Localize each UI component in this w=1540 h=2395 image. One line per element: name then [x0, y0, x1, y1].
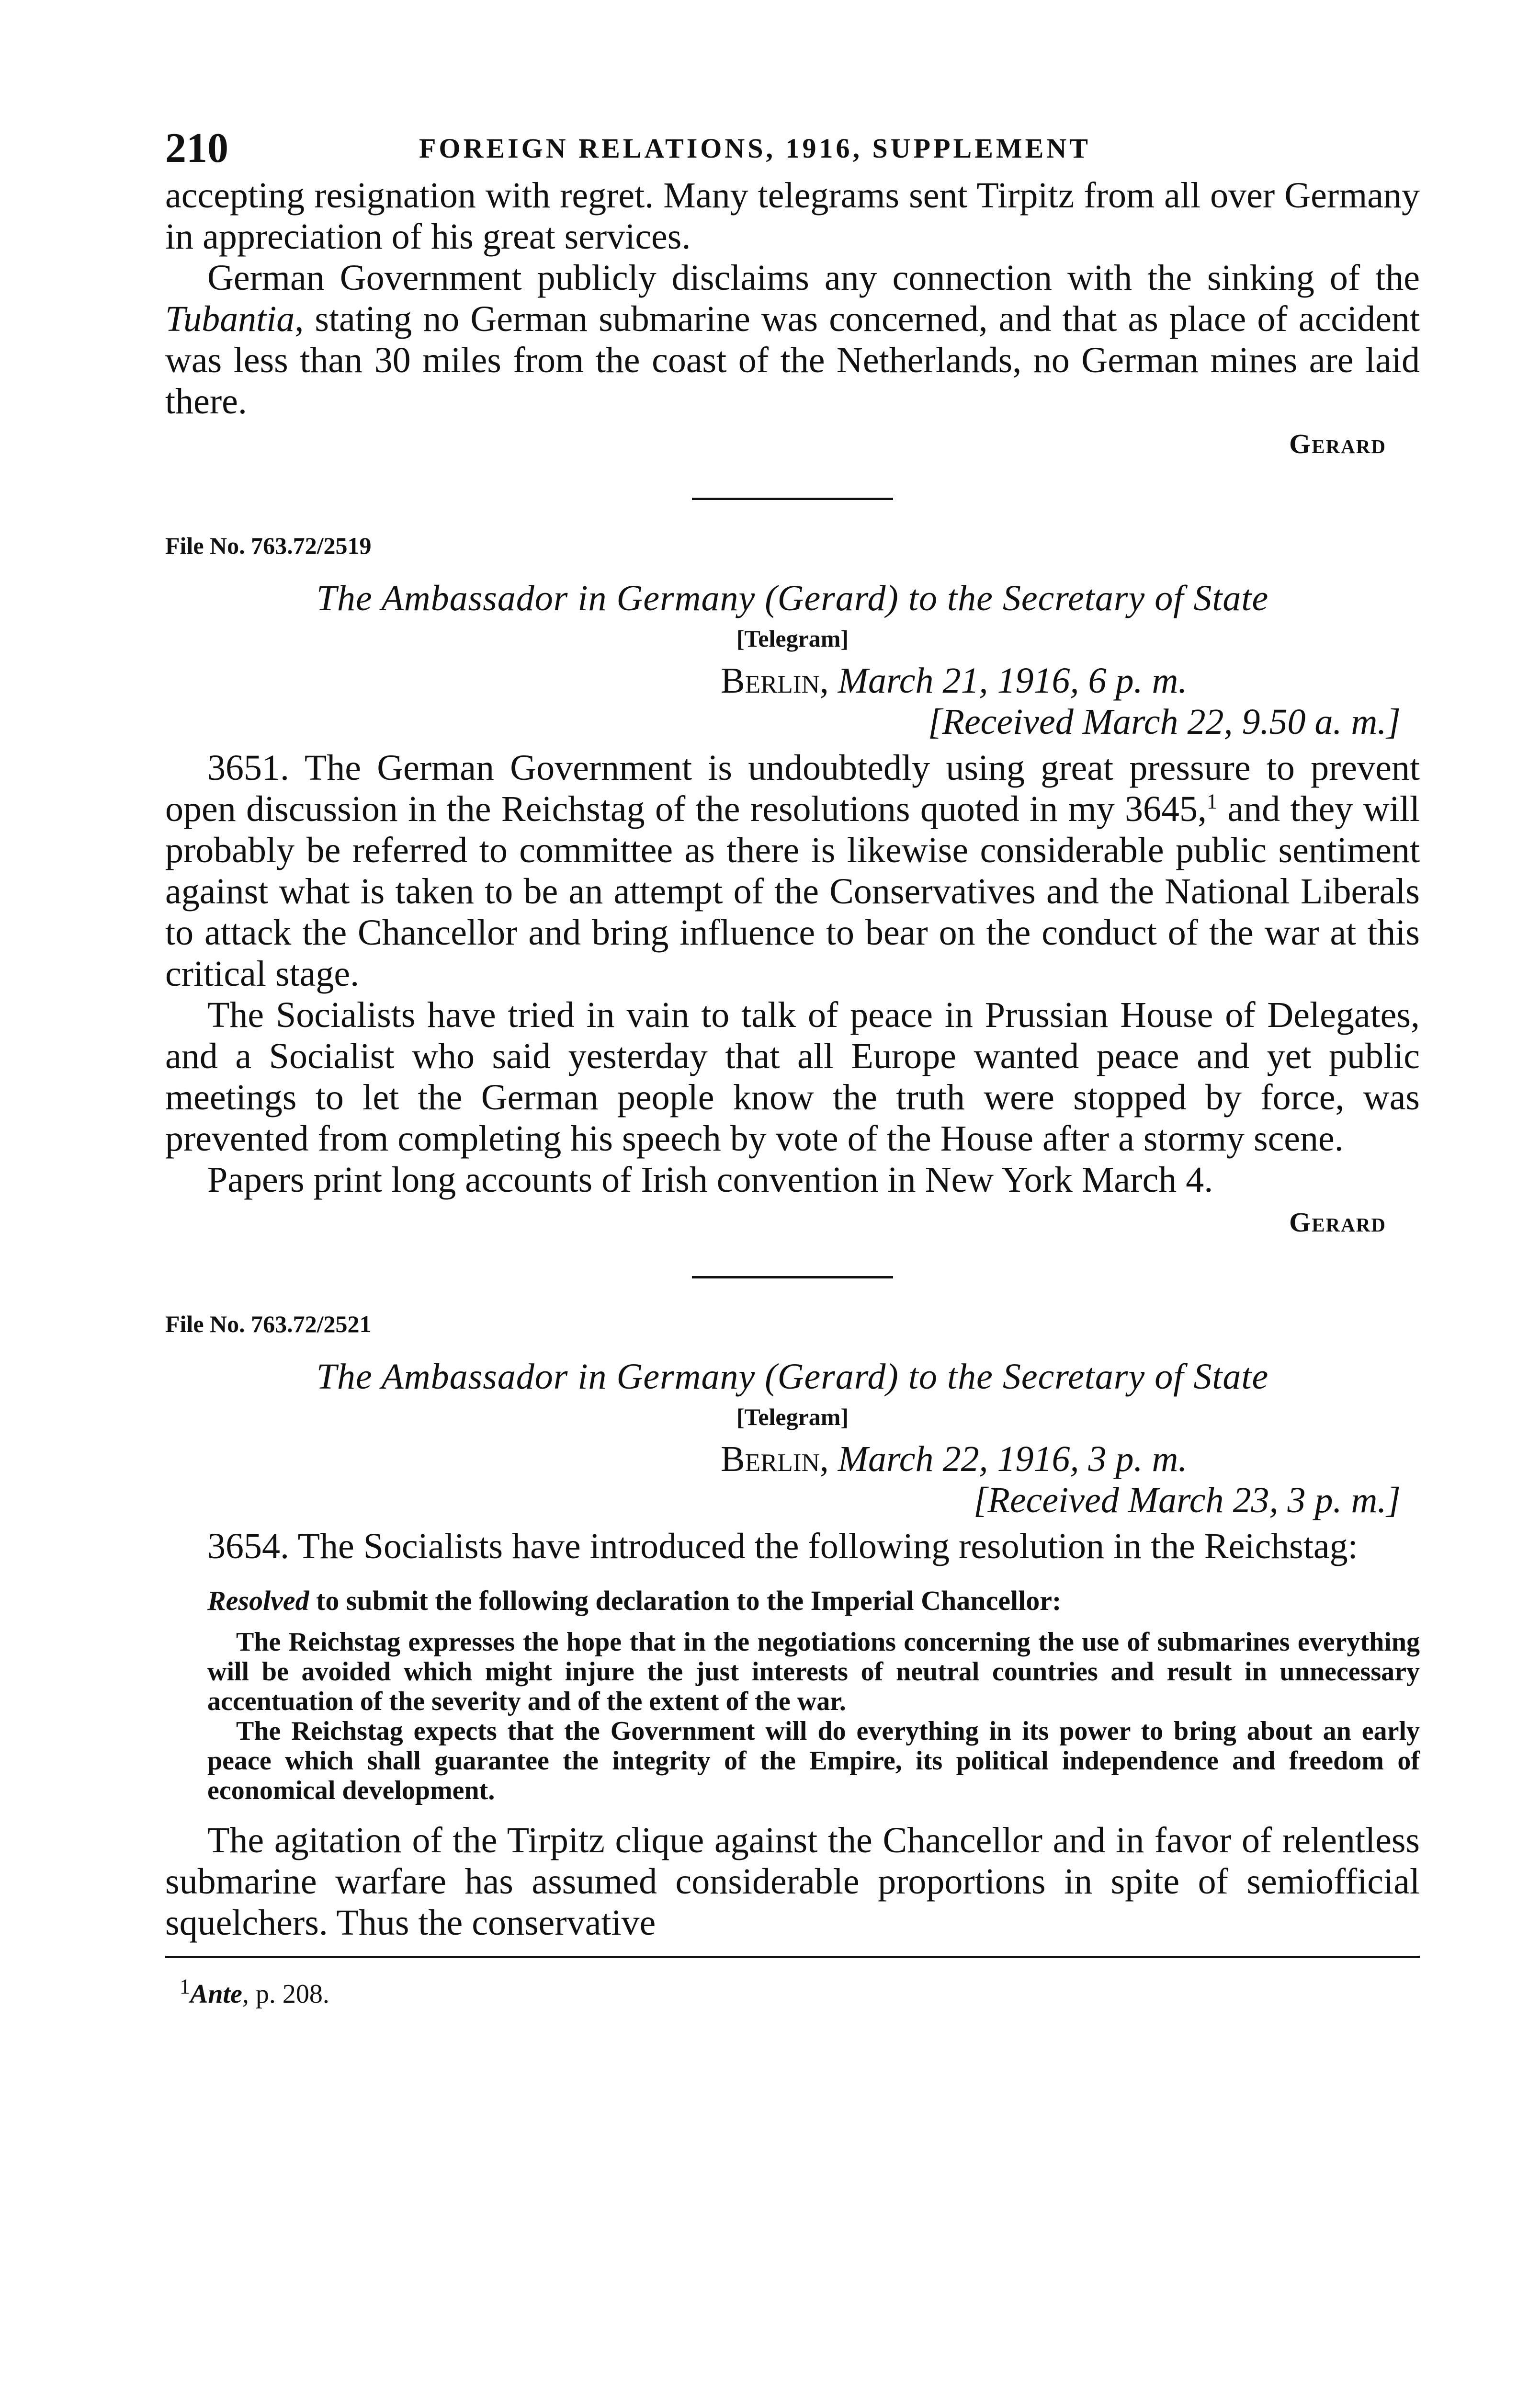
file-number-2519: File No. 763.72/2519: [165, 532, 372, 559]
dateline-place: Berlin: [721, 661, 820, 701]
paragraph-text: and they will probably be referred to committee as there is likewise considerable public sentiment against what is taken to be an attempt of the Conservatives and the National Liberals to attack the Chancellor and bring influence to bear on the conduct of the war at this critical stage.: [165, 789, 1420, 994]
signature-gerard-1: Gerard: [1289, 428, 1386, 459]
telegram-3654-paragraph-1: 3654. The Socialists have introduced the following resolution in the Reichstag:: [207, 1526, 1358, 1566]
dateline-2521: Berlin, March 22, 1916, 3 p. m.: [721, 1439, 1188, 1479]
telegram-label-2519: [Telegram]: [736, 625, 849, 652]
paragraph-text: 3651. The German Government is undoubtedly using great pressure to prevent open discussion in the Reichstag of the resolutions quoted in my 3645,: [165, 748, 1420, 829]
continuation-paragraph-2: [165, 257, 1420, 422]
document-heading-2521: The Ambassador in Germany (Gerard) to the Secretary of State: [316, 1357, 1269, 1397]
file-number-2521: File No. 763.72/2521: [165, 1311, 372, 1337]
footnote: [180, 1974, 1420, 2011]
footnote-reference: 1: [1207, 789, 1218, 813]
document-heading-2519: The Ambassador in Germany (Gerard) to the Secretary of State: [316, 578, 1269, 618]
dateline-date: March 21, 1916, 6 p. m.: [838, 661, 1188, 701]
ship-name: Tubantia: [165, 299, 295, 339]
section-divider: [692, 1276, 893, 1278]
footnote-ref-text: , p. 208.: [242, 1979, 329, 2009]
footnote-marker: 1: [180, 1974, 190, 1998]
footnote-rule: [165, 1956, 1420, 1958]
telegram-3651-paragraph-1: [165, 747, 1420, 994]
telegram-3651-paragraph-3: Papers print long accounts of Irish convention in New York March 4.: [207, 1160, 1213, 1200]
page-number: 210: [165, 125, 228, 171]
dateline-2519: Berlin, March 21, 1916, 6 p. m.: [721, 661, 1188, 701]
document-page: [165, 122, 1420, 2395]
resolution-intro: [207, 1584, 1420, 1618]
section-divider: [692, 498, 893, 500]
paragraph-text: German Government publicly disclaims any connection with the sinking of the: [207, 258, 1420, 298]
resolution-quote-2: The Reichstag expects that the Government will do everything in its power to bring about an early peace which shall guarantee the integrity of the Empire, its political independence and freedom of economical development.: [207, 1716, 1420, 1805]
dateline-date: March 22, 1916, 3 p. m.: [838, 1439, 1188, 1479]
resolution-keyword: Resolved: [207, 1585, 309, 1616]
resolution-intro-text: to submit the following declaration to the Imperial Chancellor:: [309, 1585, 1062, 1616]
telegram-label-2521: [Telegram]: [736, 1403, 849, 1430]
telegram-3654-paragraph-2: The agitation of the Tirpitz clique against the Chancellor and in favor of relentless submarine warfare has assumed considerable proportions in spite of semiofficial squelchers. Thus the conservative: [165, 1820, 1420, 1943]
running-title: FOREIGN RELATIONS, 1916, SUPPLEMENT: [419, 133, 1091, 164]
resolution-quote-1: The Reichstag expresses the hope that in the negotiations concerning the use of submarines everything will be avoided which might injure the just interests of neutral countries and result in unnecessary accentuation of the severity and of the extent of the war.: [207, 1627, 1420, 1716]
spacer: [165, 1805, 1420, 1820]
paragraph-text: , stating no German submarine was concerned, and that as place of accident was less than 30 miles from the coast of the Netherlands, no German mines are laid there.: [165, 299, 1420, 422]
dateline-place: Berlin: [721, 1439, 820, 1479]
continuation-paragraph-1: accepting resignation with regret. Many telegrams sent Tirpitz from all over Germany in appreciation of his great services.: [165, 175, 1420, 257]
footnote-ref-italic: Ante: [190, 1979, 242, 2009]
telegram-3651-paragraph-2: The Socialists have tried in vain to talk of peace in Prussian House of Delegates, and a Socialist who said yesterday that all Europe wanted peace and yet public meetings to let the German people know the truth were stopped by force, was prevented from completing his speech by vote of the House after a stormy scene.: [165, 995, 1420, 1159]
signature-gerard-2: Gerard: [1289, 1207, 1386, 1238]
received-note-2519: [Received March 22, 9.50 a. m.]: [928, 702, 1401, 742]
running-head: [165, 122, 1420, 175]
received-note-2521: [Received March 23, 3 p. m.]: [973, 1480, 1401, 1520]
